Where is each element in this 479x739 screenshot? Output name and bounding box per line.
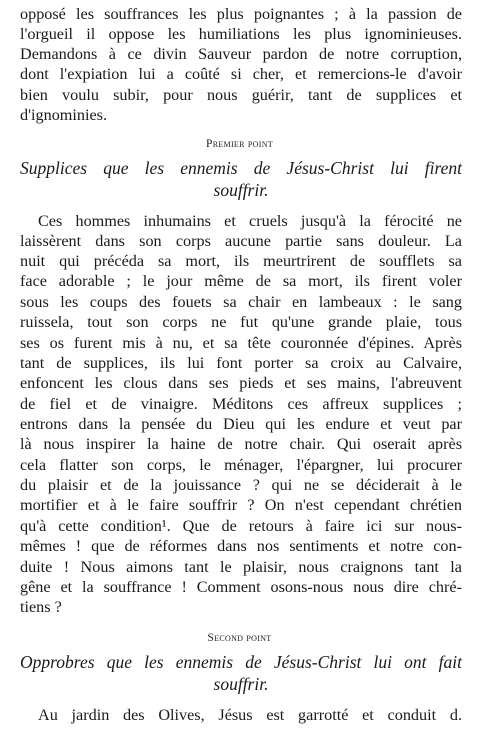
text-line-content: Au jardin des Olives, Jésus est garrotté et conduit d.	[38, 706, 462, 724]
text-line: de fiel et de vinaigre. Méditons ces affreux supplices ;	[20, 395, 462, 413]
text-line: sous les coups des fouets sa chair en lambeaux : le sang	[20, 293, 462, 311]
text-line	[20, 705, 462, 725]
section-title: Supplices que les ennemis de Jésus-Christ lui firent	[20, 158, 462, 178]
text-line: ruissela, tout son corps ne fut qu'une grande plaie, tous	[20, 313, 462, 331]
text-line: laissèrent dans son corps aucune partie sans douleur. La	[20, 232, 462, 250]
text-line: là nous inspirer la haine de notre chair. Qui oserait après	[20, 435, 462, 453]
section-heading-first: Premier point	[206, 138, 273, 150]
text-line: qu'à cette condition¹. Que de retours à faire ici sur nous-	[20, 517, 462, 535]
text-line: cela flatter son corps, le ménager, l'épargner, lui procurer	[20, 456, 462, 474]
text-line: tiens ?	[20, 598, 62, 616]
text-line: dont l'expiation lui a coûté si cher, et remercions-le d'avoir	[20, 65, 462, 83]
text-line: d'ignominies.	[20, 106, 107, 124]
section-title: Opprobres que les ennemis de Jésus-Christ lui ont fait	[20, 652, 462, 672]
text-line: duite ! Nous aimons tant le plaisir, nous craignons tant la	[20, 558, 462, 576]
text-line: mortifier et à le faire souffrir ? On n'est cependant chrétien	[20, 496, 462, 514]
text-line	[20, 211, 462, 231]
text-line: l'orgueil il oppose les humiliations les plus ignominieuses.	[20, 25, 462, 43]
text-line: opposé les souffrances les plus poignantes ; à la passion de	[20, 5, 462, 23]
section-heading-second: Second point	[207, 632, 272, 644]
text-line-content: Ces hommes inhumains et cruels jusqu'à la férocité ne	[38, 212, 462, 230]
text-line: ses os furent mis à nu, et sa tête couronnée d'épines. Après	[20, 334, 462, 352]
text-line: du plaisir et de la jouissance ? qui ne se déciderait à le	[20, 476, 462, 494]
text-line: nuit qui précéda sa mort, ils meurtrirent de soufflets sa	[20, 252, 462, 270]
text-line: enfoncent les clous dans ses pieds et ses mains, l'abreuvent	[20, 374, 462, 392]
text-line: Demandons à ce divin Sauveur pardon de notre corruption,	[20, 45, 462, 63]
text-line: mêmes ! que de réformes dans nos sentiments et notre con-	[20, 537, 462, 555]
section-title: souffrir.	[213, 674, 269, 694]
text-line: entrons dans la pensée du Dieu qui les endure et veut par	[20, 415, 462, 433]
text-line: face adorable ; le jour même de sa mort, ils firent voler	[20, 272, 462, 290]
text-line: gêne et la souffrance ! Comment osons-nous nous dire chré-	[20, 578, 462, 596]
text-line: bien voulu subir, pour nous guérir, tant de supplices et	[20, 86, 462, 104]
text-line: tant de supplices, ils lui font porter sa croix au Calvaire,	[20, 354, 462, 372]
section-title: souffrir.	[213, 180, 269, 200]
